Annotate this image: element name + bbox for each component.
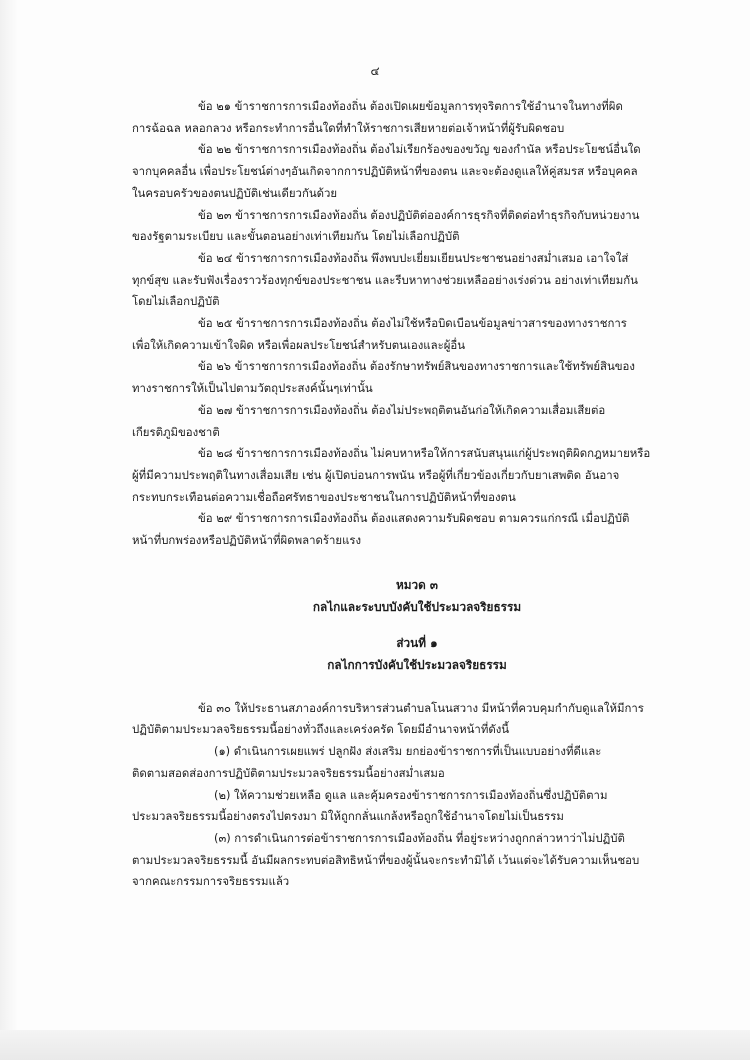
chapter-number: หมวด ๓ <box>395 577 438 592</box>
article-line: จากบุคคลอื่น เพื่อประโยชน์ต่างๆอันเกิดจากการปฏิบัติหน้าที่ของตน และจะต้องดูแลให้คู่สมรส หรือบุคคล <box>132 164 638 179</box>
article-1 <box>132 96 702 139</box>
article-8 <box>132 443 702 508</box>
article-line: การฉ้อฉล หลอกลวง หรือกระทำการอื่นใดที่ทำให้ราชการเสียหายต่อเจ้าหน้าที่ผู้รับผิดชอบ <box>132 120 565 135</box>
sub-item-3 <box>132 828 702 893</box>
scan-left-edge <box>0 0 18 1060</box>
article-line: กระทบกระเทือนต่อความเชื่อถือศรัทธาของประชาชนในการปฏิบัติหน้าที่ของตน <box>132 489 516 504</box>
article-line: ข้อ ๒๙ ข้าราชการการเมืองท้องถิ่น ต้องแสดงความรับผิดชอบ ตามควรแก่กรณี เมื่อปฏิบัติ <box>198 511 630 526</box>
article-30-line-2: ปฏิบัติตามประมวลจริยธรรมนี้อย่างทั่วถึงและเคร่งครัด โดยมีอำนาจหน้าที่ดังนี้ <box>132 722 510 737</box>
sub-item-line: (๒) ให้ความช่วยเหลือ ดูแล และคุ้มครองข้าราชการการเมืองท้องถิ่นซึ่งปฏิบัติตาม <box>214 787 608 802</box>
article-line: ข้อ ๒๒ ข้าราชการการเมืองท้องถิ่น ต้องไม่เรียกร้องของขวัญ ของกำนัล หรือประโยชน์อื่นใด <box>198 142 641 157</box>
article-7 <box>132 400 702 443</box>
article-line: ข้อ ๒๓ ข้าราชการการเมืองท้องถิ่น ต้องปฏิบัติต่อองค์การธุรกิจที่ติดต่อทำธุรกิจกับหน่วยงาน <box>198 207 640 222</box>
section-title: กลไกการบังคับใช้ประมวลจริยธรรม <box>327 657 507 672</box>
section-number: ส่วนที่ ๑ <box>396 635 438 650</box>
scan-bottom-edge <box>0 1030 750 1060</box>
article-line: ทางราชการให้เป็นไปตามวัตถุประสงค์นั้นๆเท่านั้น <box>132 381 373 396</box>
article-line: ทุกข์สุข และรับฟังเรื่องราวร้องทุกข์ของประชาชน และรีบหาทางช่วยเหลืออย่างเร่งด่วน อย่างเท่าเทียมกัน <box>132 272 638 287</box>
article-line: ข้อ ๒๑ ข้าราชการการเมืองท้องถิ่น ต้องเปิดเผยข้อมูลการทุจริตการใช้อำนาจในทางที่ผิด <box>198 99 623 113</box>
sub-item-line: ติดตามสอดส่องการปฏิบัติตามประมวลจริยธรรมนี้อย่างสม่ำเสมอ <box>132 765 445 780</box>
article-30-sub-items <box>132 741 702 893</box>
article-line: ข้อ ๒๔ ข้าราชการการเมืองท้องถิ่น พึงพบปะเยี่ยมเยียนประชาชนอย่างสม่ำเสมอ เอาใจใส่ <box>198 250 629 265</box>
articles-21-to-29 <box>132 96 702 552</box>
chapter-title: กลไกและระบบบังคับใช้ประมวลจริยธรรม <box>312 599 522 614</box>
sub-item-line: ตามประมวลจริยธรรมนี้ อันมีผลกระทบต่อสิทธิหน้าที่ของผู้นั้นจะกระทำมิได้ เว้นแต่จะได้รับความเห็นชอบ <box>132 852 640 867</box>
article-line: เกียรติภูมิของชาติ <box>132 424 220 439</box>
article-2 <box>132 139 702 204</box>
article-6 <box>132 356 702 399</box>
article-30 <box>132 698 702 741</box>
sub-item-line: ประมวลจริยธรรมนี้อย่างตรงไปตรงมา มิให้ถูกกลั่นแกล้งหรือถูกใช้อำนาจโดยไม่เป็นธรรม <box>132 809 564 824</box>
article-line: โดยไม่เลือกปฏิบัติ <box>132 294 220 309</box>
article-30-line-1: ข้อ ๓๐ ให้ประธานสภาองค์การบริหารส่วนตำบลโนนสวาง มีหน้าที่ควบคุมกำกับดูแลให้มีการ <box>198 700 644 715</box>
article-4 <box>132 248 702 313</box>
sub-item-line: (๓) การดำเนินการต่อข้าราชการการเมืองท้องถิ่น ที่อยู่ระหว่างถูกกล่าวหาว่าไม่ปฏิบัติ <box>214 830 625 845</box>
article-line: เพื่อให้เกิดความเข้าใจผิด หรือเพื่อผลประโยชน์สำหรับตนเองและผู้อื่น <box>132 337 465 352</box>
sub-item-1 <box>132 741 702 784</box>
document-body <box>132 96 702 893</box>
article-line: หน้าที่บกพร่องหรือปฏิบัติหน้าที่ผิดพลาดร้ายแรง <box>132 533 362 548</box>
article-line: ข้อ ๒๕ ข้าราชการการเมืองท้องถิ่น ต้องไม่ใช้หรือบิดเบือนข้อมูลข่าวสารของทางราชการ <box>198 316 627 331</box>
article-line: ของรัฐตามระเบียบ และขั้นตอนอย่างเท่าเทียมกัน โดยไม่เลือกปฏิบัติ <box>132 229 460 244</box>
sub-item-line: จากคณะกรรมการจริยธรรมแล้ว <box>132 874 290 889</box>
sub-item-2 <box>132 785 702 828</box>
sub-item-line: (๑) ดำเนินการเผยแพร่ ปลูกฝัง ส่งเสริม ยกย่องข้าราชการที่เป็นแบบอย่างที่ดีและ <box>214 744 602 759</box>
article-line: ผู้ที่มีความประพฤติในทางเสื่อมเสีย เช่น ผู้เปิดบ่อนการพนัน หรือผู้ที่เกี่ยวข้องเกี่ยวกับยาเสพติด อันอาจ <box>132 467 620 482</box>
page-number: ๔ <box>370 64 380 78</box>
article-line: ข้อ ๒๗ ข้าราชการการเมืองท้องถิ่น ต้องไม่ประพฤติตนอันก่อให้เกิดความเสื่อมเสียต่อ <box>198 402 606 417</box>
article-line: ในครอบครัวของตนปฏิบัติเช่นเดียวกันด้วย <box>132 185 338 200</box>
article-5 <box>132 313 702 356</box>
article-line: ข้อ ๒๘ ข้าราชการการเมืองท้องถิ่น ไม่คบหาหรือให้การสนับสนุนแก่ผู้ประพฤติผิดกฎหมายหรือ <box>198 446 651 461</box>
article-line: ข้อ ๒๖ ข้าราชการการเมืองท้องถิ่น ต้องรักษาทรัพย์สินของทางราชการและใช้ทรัพย์สินของ <box>198 359 635 374</box>
article-3 <box>132 205 702 248</box>
article-9 <box>132 508 702 551</box>
